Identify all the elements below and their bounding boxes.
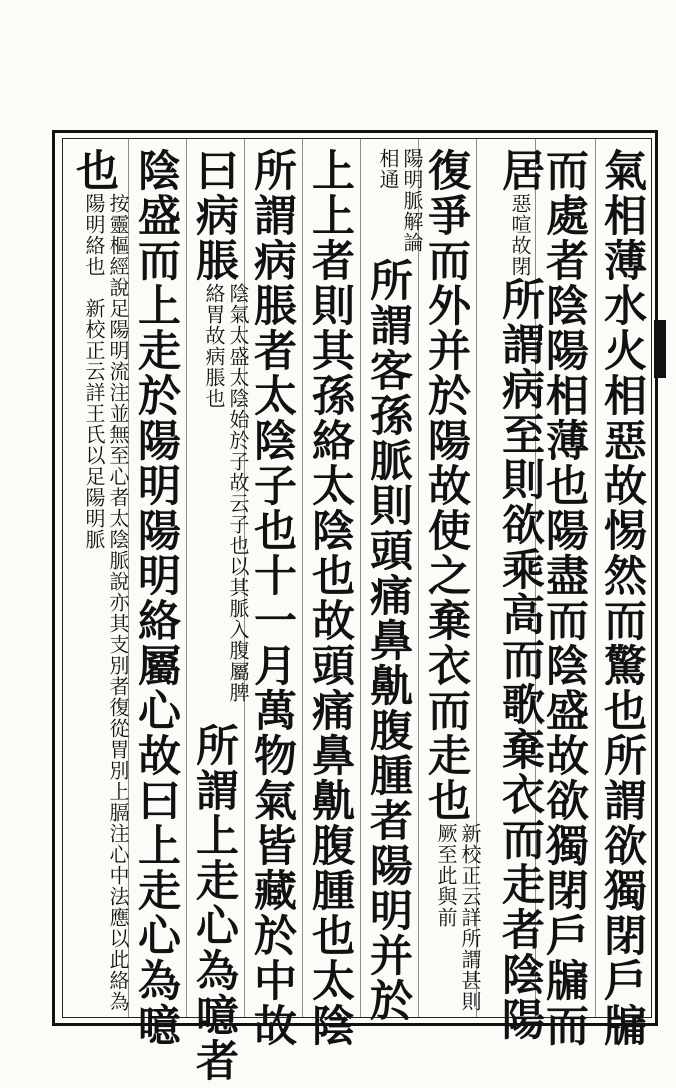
inline-commentary: 按靈樞經說足陽明流注並無至心者太陰脈說亦其支別者復從胃別上膈注心中法應以此絡為陽明絡也 新校正云詳王氏以足陽明脈 (82, 193, 130, 1012)
text-column-5 (363, 148, 424, 1023)
column-rule (595, 138, 596, 1018)
text-column-10 (69, 148, 130, 1013)
text-column-9: 陰盛而上走於陽明陽明絡屬心故曰上走心為噫 (131, 148, 181, 1048)
inline-commentary: 新校正云詳所謂甚則厥至此與前 (434, 823, 482, 1012)
column-rule (302, 138, 303, 1018)
main-text: 居 (495, 148, 545, 193)
main-text: 也 (69, 148, 119, 193)
edge-tab-mark (654, 320, 666, 378)
inline-commentary: 惡喧故閉 (508, 193, 532, 277)
text-column-3 (484, 148, 545, 1042)
text-column-1: 氣相薄水火相惡故惕然而驚也所謂欲獨閉戶牖 (597, 148, 647, 1048)
text-column-2: 而處者陰陽相薄也陽盡而陰盛故欲獨閉戶牖而 (539, 148, 589, 1048)
text-column-7: 所謂病脹者太陰子也十一月萬物氣皆藏於中故 (247, 148, 297, 1048)
text-column-6: 上上者則其孫絡太陰也故頭痛鼻鼽腹腫也太陰 (305, 148, 355, 1048)
inline-commentary: 陽明脈解論相通 (376, 148, 424, 253)
text-column-4 (421, 148, 482, 1023)
inline-commentary: 陰氣太盛太陰始於子故云子也以其脈入腹屬脾絡胃故病脹也 (202, 283, 250, 703)
main-text: 曰病脹 (189, 148, 239, 283)
column-rule (360, 138, 361, 1018)
main-text: 所謂上走心為噫者 (189, 723, 239, 1083)
main-text: 所謂客孫脈則頭痛鼻鼽腹腫者陽明并於 (363, 258, 413, 1023)
main-text: 復爭而外并於陽故使之棄衣而走也 (421, 148, 471, 823)
column-rule (186, 138, 187, 1018)
text-column-8 (189, 148, 250, 1083)
main-text: 所謂病至則欲乘高而歌棄衣而走者陰陽 (495, 277, 545, 1042)
